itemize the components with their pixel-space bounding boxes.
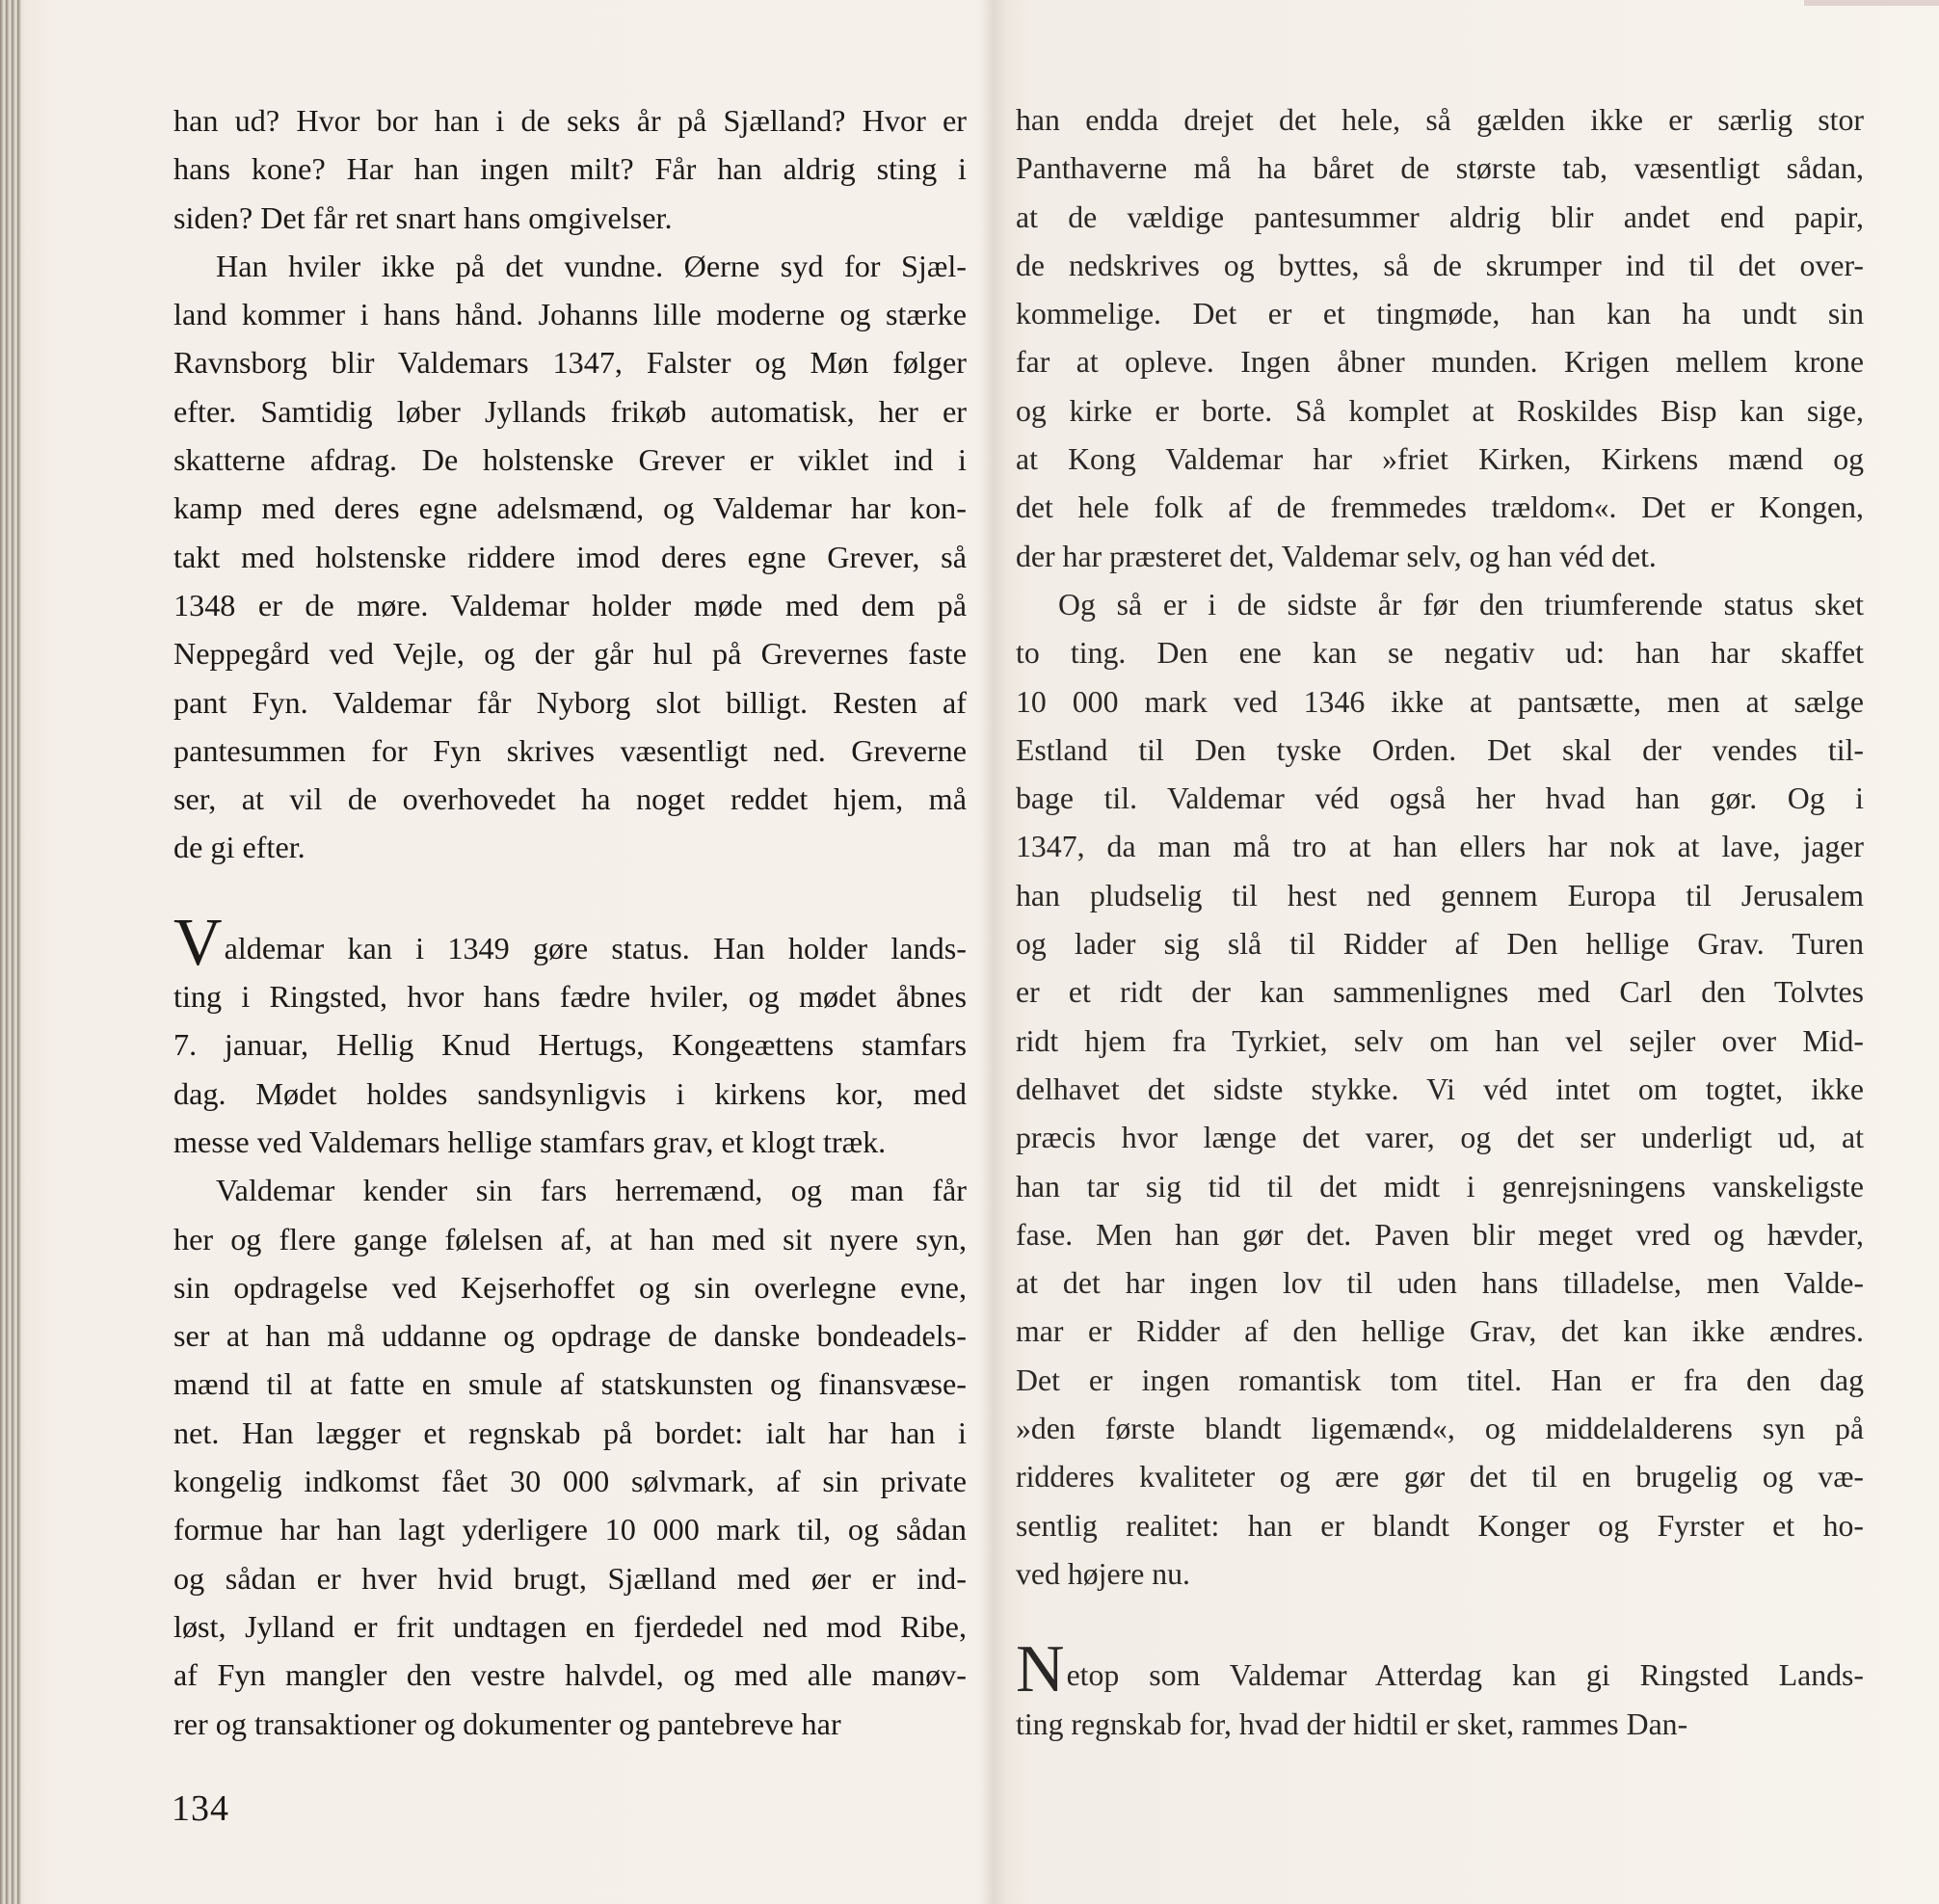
line-text: kongelig indkomst fået 30 000 sølvmark, af sin private bbox=[173, 1464, 967, 1499]
text-line bbox=[1016, 1632, 1864, 1707]
text-line bbox=[173, 1651, 967, 1699]
text-line bbox=[1016, 533, 1864, 581]
line-text: ridt hjem fra Tyrkiet, selv om han vel sejler over Mid- bbox=[1016, 1023, 1864, 1058]
text-line bbox=[173, 1505, 967, 1553]
text-line bbox=[1016, 1066, 1864, 1114]
line-text: rer og transaktioner og dokumenter og pantebreve har bbox=[173, 1706, 841, 1741]
text-line bbox=[1016, 1259, 1864, 1308]
text-line bbox=[1016, 872, 1864, 920]
line-text: og sådan er hver hvid brugt, Sjælland med øer er ind- bbox=[173, 1560, 967, 1596]
line-text: han tar sig tid til det midt i genrejsningens vanskeligste bbox=[1016, 1169, 1864, 1203]
text-line bbox=[173, 96, 967, 145]
line-text: to ting. Den ene kan se negativ ud: han har skaffet bbox=[1016, 636, 1864, 671]
line-text: takt med holstenske riddere imod deres egne Grever, så bbox=[173, 539, 967, 574]
line-text: mar er Ridder af den hellige Grav, det kan ikke ændres. bbox=[1016, 1314, 1864, 1349]
text-line bbox=[1016, 629, 1864, 677]
text-line bbox=[173, 775, 967, 823]
text-line bbox=[173, 629, 967, 677]
text-line bbox=[1016, 290, 1864, 338]
line-text: at det har ingen lov til uden hans tilladelse, men Valde- bbox=[1016, 1266, 1864, 1301]
line-text: bage til. Valdemar véd også her hvad han gør. Og i bbox=[1016, 781, 1864, 816]
text-line bbox=[173, 194, 967, 242]
book-gutter bbox=[981, 0, 1006, 1904]
text-line bbox=[1016, 338, 1864, 386]
text-line bbox=[1016, 727, 1864, 775]
line-text: ser, at vil de overhovedet ha noget reddet hjem, må bbox=[173, 781, 967, 817]
text-line bbox=[173, 387, 967, 436]
text-line bbox=[173, 1602, 967, 1651]
text-line bbox=[173, 1215, 967, 1263]
text-line bbox=[173, 436, 967, 484]
line-text: og lader sig slå til Ridder af Den hellige Grav. Turen bbox=[1016, 927, 1864, 962]
text-line bbox=[1016, 1405, 1864, 1453]
line-text: formue har han lagt yderligere 10 000 mark til, og sådan bbox=[173, 1512, 967, 1547]
line-text: skatterne afdrag. De holstenske Grever er viklet ind i bbox=[173, 442, 967, 478]
line-text: net. Han lægger et regnskab på bordet: ialt har han i bbox=[173, 1415, 967, 1450]
line-text: 7. januar, Hellig Knud Hertugs, Kongeættens stamfars bbox=[173, 1027, 967, 1063]
text-line bbox=[1016, 1502, 1864, 1550]
line-text: ved højere nu. bbox=[1016, 1556, 1191, 1591]
line-text: at de vældige pantesummer aldrig blir andet end papir, bbox=[1016, 199, 1864, 234]
text-line bbox=[173, 905, 967, 980]
line-text: hans kone? Har han ingen milt? Får han aldrig sting i bbox=[173, 151, 967, 187]
text-line bbox=[1016, 678, 1864, 727]
text-line bbox=[1016, 823, 1864, 871]
line-text: er et ridt der kan sammenlignes med Carl den Tolvtes bbox=[1016, 975, 1864, 1010]
text-line bbox=[173, 581, 967, 629]
line-text: kommelige. Det er et tingmøde, han kan ha undt sin bbox=[1016, 297, 1864, 331]
text-line bbox=[173, 242, 967, 290]
line-text: ridderes kvaliteter og ære gør det til en brugelig og væ- bbox=[1016, 1460, 1864, 1494]
line-text: af Fyn mangler den vestre halvdel, og med alle manøv- bbox=[173, 1657, 967, 1693]
line-text: 1347, da man må tro at han ellers har nok at lave, jager bbox=[1016, 830, 1864, 864]
text-line bbox=[173, 1700, 967, 1748]
line-text: Ravnsborg blir Valdemars 1347, Falster og Møn følger bbox=[173, 345, 967, 381]
line-text: pantesummen for Fyn skrives væsentligt ned. Greverne bbox=[173, 732, 967, 768]
text-line bbox=[1016, 775, 1864, 823]
text-line bbox=[173, 1020, 967, 1069]
line-text: fase. Men han gør det. Paven blir meget vred og hævder, bbox=[1016, 1217, 1864, 1252]
text-line bbox=[173, 1263, 967, 1311]
line-text: han ud? Hvor bor han i de seks år på Sjælland? Hvor er bbox=[173, 103, 967, 138]
page-edge bbox=[0, 0, 21, 1904]
line-text: messe ved Valdemars hellige stamfars grav, et klogt træk. bbox=[173, 1124, 887, 1159]
line-text: siden? Det får ret snart hans omgivelser. bbox=[173, 199, 673, 235]
line-text: ting i Ringsted, hvor hans fædre hviler, og mødet åbnes bbox=[173, 979, 967, 1015]
line-text: der har præsteret det, Valdemar selv, og han véd det. bbox=[1016, 539, 1657, 573]
left-page-text bbox=[173, 96, 967, 1748]
line-text: de nedskrives og byttes, så de skrumper ind til det over- bbox=[1016, 248, 1864, 282]
text-line bbox=[1016, 968, 1864, 1017]
text-line bbox=[173, 290, 967, 338]
text-line bbox=[1016, 145, 1864, 193]
text-line bbox=[173, 727, 967, 775]
line-text: far at opleve. Ingen åbner munden. Krigen mellem krone bbox=[1016, 345, 1864, 380]
text-line bbox=[173, 145, 967, 193]
text-line bbox=[1016, 1357, 1864, 1405]
text-line bbox=[173, 1554, 967, 1602]
text-line bbox=[173, 823, 967, 871]
text-line bbox=[173, 1070, 967, 1118]
line-text: 10 000 mark ved 1346 ikke at pantsætte, men at sælge bbox=[1016, 684, 1864, 719]
text-line bbox=[173, 338, 967, 386]
line-text: de gi efter. bbox=[173, 830, 305, 865]
line-text: delhavet det sidste stykke. Vi véd intet om togtet, ikke bbox=[1016, 1071, 1864, 1106]
text-line bbox=[1016, 581, 1864, 629]
line-text: dag. Mødet holdes sandsynligvis i kirkens kor, med bbox=[173, 1075, 967, 1111]
line-text: løst, Jylland er frit undtagen en fjerdedel ned mod Ribe, bbox=[173, 1608, 967, 1644]
line-text: Og så er i de sidste år før den triumferende status sket bbox=[1058, 587, 1864, 621]
line-text: at Kong Valdemar har »friet Kirken, Kirkens mænd og bbox=[1016, 442, 1864, 477]
line-text: mænd til at fatte en smule af statskunsten og finansvæse- bbox=[173, 1366, 967, 1402]
text-line bbox=[1016, 96, 1864, 145]
line-text: kamp med deres egne adelsmænd, og Valdemar har kon- bbox=[173, 490, 967, 526]
text-line bbox=[1016, 1018, 1864, 1066]
line-text: han pludselig til hest ned gennem Europa til Jerusalem bbox=[1016, 878, 1864, 912]
text-line bbox=[1016, 1114, 1864, 1162]
line-text: pant Fyn. Valdemar får Nyborg slot billigt. Resten af bbox=[173, 684, 967, 720]
line-text: Valdemar kender sin fars herremænd, og man får bbox=[216, 1173, 967, 1208]
text-line bbox=[1016, 484, 1864, 532]
drop-cap: N bbox=[1016, 1632, 1065, 1707]
line-text: han endda drejet det hele, så gælden ikke er særlig stor bbox=[1016, 103, 1864, 137]
line-text: sin opdragelse ved Kejserhoffet og sin overlegne evne, bbox=[173, 1269, 967, 1305]
text-line bbox=[1016, 1701, 1864, 1749]
text-line bbox=[1016, 1550, 1864, 1599]
line-text: præcis hvor længe det varer, og det ser underligt ud, at bbox=[1016, 1121, 1864, 1155]
line-text: etop som Valdemar Atterdag kan gi Ringsted Lands- bbox=[1066, 1658, 1864, 1693]
text-line bbox=[173, 678, 967, 727]
line-text: land kommer i hans hånd. Johanns lille moderne og stærke bbox=[173, 297, 967, 332]
line-text: Neppegård ved Vejle, og der går hul på Grevernes faste bbox=[173, 636, 967, 672]
page-number: 134 bbox=[172, 1788, 229, 1829]
section-gap bbox=[173, 872, 967, 924]
page-corner-mark bbox=[1804, 0, 1939, 6]
text-line bbox=[173, 1311, 967, 1360]
text-line bbox=[173, 1409, 967, 1457]
text-line bbox=[173, 1360, 967, 1408]
text-line bbox=[173, 1166, 967, 1214]
drop-cap: V bbox=[173, 905, 223, 980]
text-line bbox=[1016, 1163, 1864, 1211]
line-text: Estland til Den tyske Orden. Det skal der vendes til- bbox=[1016, 732, 1864, 767]
text-line bbox=[1016, 387, 1864, 436]
line-text: Panthaverne må ha båret de største tab, væsentligt sådan, bbox=[1016, 151, 1864, 186]
line-text: det hele folk af de fremmedes trældom«. Det er Kongen, bbox=[1016, 490, 1864, 525]
text-line bbox=[1016, 1453, 1864, 1501]
text-line bbox=[1016, 920, 1864, 968]
line-text: ting regnskab for, hvad der hidtil er sket, rammes Dan- bbox=[1016, 1706, 1688, 1741]
text-line bbox=[1016, 436, 1864, 484]
text-line bbox=[173, 533, 967, 581]
line-text: og kirke er borte. Så komplet at Roskildes Bisp kan sige, bbox=[1016, 393, 1864, 428]
line-text: efter. Samtidig løber Jyllands frikøb automatisk, her er bbox=[173, 393, 967, 429]
text-line bbox=[173, 1457, 967, 1505]
line-text: ser at han må uddanne og opdrage de danske bondeadels- bbox=[173, 1318, 967, 1354]
text-line bbox=[1016, 194, 1864, 242]
line-text: her og flere gange følelsen af, at han med sit nyere syn, bbox=[173, 1221, 967, 1256]
line-text: Det er ingen romantisk tom titel. Han er fra den dag bbox=[1016, 1362, 1864, 1397]
line-text: »den første blandt ligemænd«, og middelalderens syn på bbox=[1016, 1412, 1864, 1446]
right-page-text bbox=[1016, 96, 1864, 1749]
text-line bbox=[173, 1118, 967, 1166]
line-text: Han hviler ikke på det vundne. Øerne syd for Sjæl- bbox=[216, 248, 967, 283]
section-gap bbox=[1016, 1599, 1864, 1651]
text-line bbox=[1016, 1211, 1864, 1259]
text-line bbox=[173, 484, 967, 532]
text-line bbox=[1016, 242, 1864, 290]
line-text: 1348 er de møre. Valdemar holder møde med dem på bbox=[173, 587, 967, 622]
text-line bbox=[1016, 1308, 1864, 1356]
text-line bbox=[173, 972, 967, 1020]
line-text: sentlig realitet: han er blandt Konger og Fyrster et ho- bbox=[1016, 1508, 1864, 1543]
line-text: aldemar kan i 1349 gøre status. Han holder lands- bbox=[224, 930, 967, 965]
